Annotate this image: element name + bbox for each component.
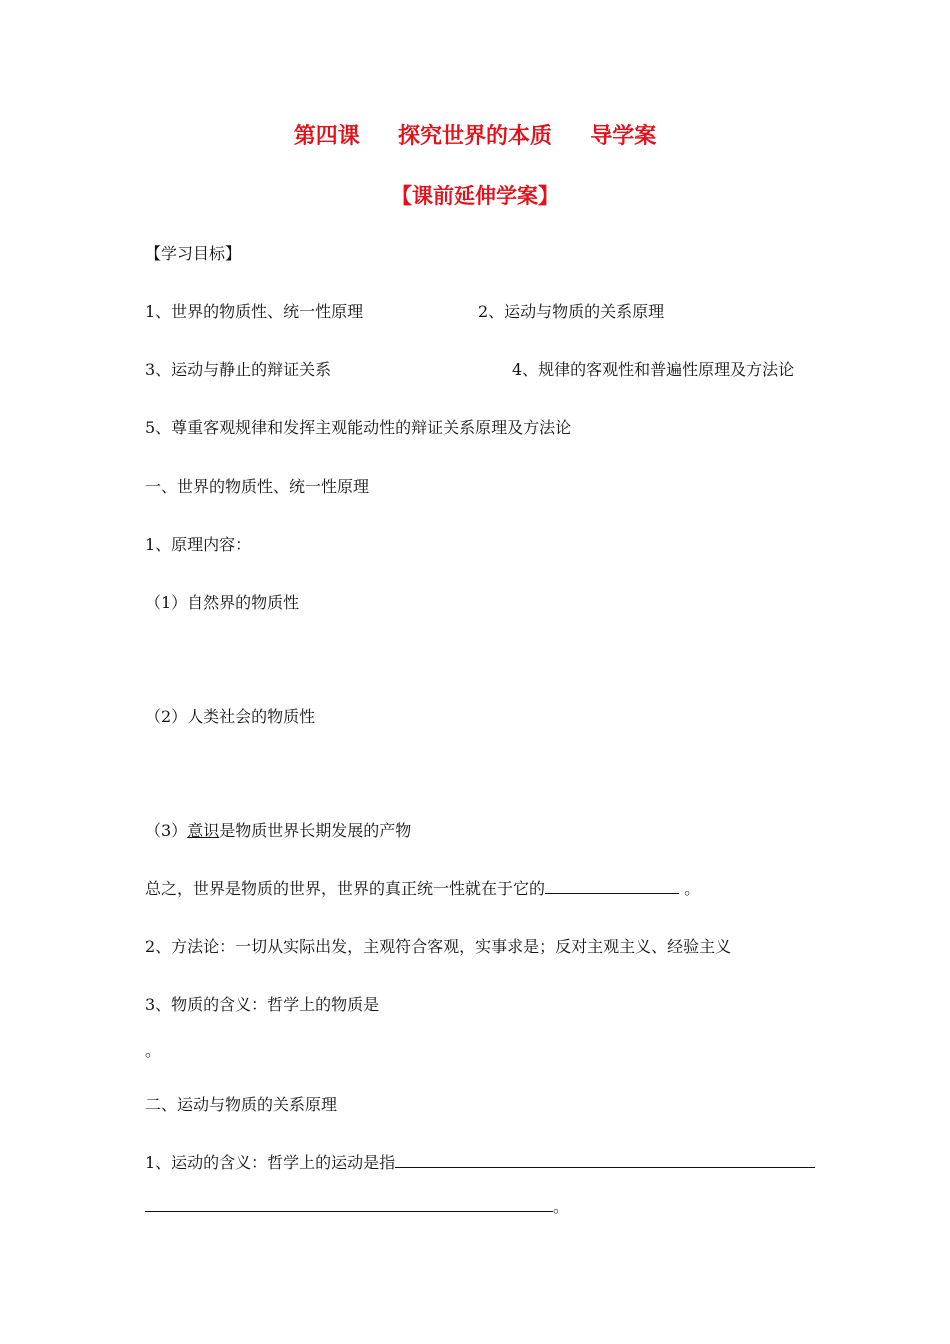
society-materiality-item: （2）人类社会的物质性 [145,707,316,726]
summary-text: 总之，世界是物质的世界，世界的真正统一性就在于它的 [145,879,546,898]
summary-blank[interactable] [545,877,679,894]
page-title: 第四课 探究世界的本质 导学案 [293,123,657,149]
motion-definition-blank-1[interactable] [395,1151,815,1168]
motion-definition-line [145,1151,815,1175]
nature-materiality-item: （1）自然界的物质性 [145,593,300,612]
goal-item-4: 4、规律的客观性和普遍性原理及方法论 [512,360,795,379]
matter-definition-line: 3、物质的含义：哲学上的物质是 [145,995,380,1014]
goal-item-1: 1、世界的物质性、统一性原理 [145,302,364,321]
summary-line [145,877,700,901]
motion-definition-continuation [145,1195,569,1219]
goal-item-3: 3、运动与静止的辩证关系 [145,360,332,379]
consciousness-item-prefix: （3） [145,821,188,840]
page-subtitle: 【课前延伸学案】 [391,183,559,208]
motion-definition-text: 1、运动的含义：哲学上的运动是指 [145,1153,396,1172]
goal-item-5: 5、尊重客观规律和发挥主观能动性的辩证关系原理及方法论 [145,418,572,437]
summary-end: 。 [679,879,701,898]
motion-definition-blank-2[interactable] [145,1195,553,1212]
motion-definition-end: 。 [553,1197,570,1216]
goals-heading: 【学习目标】 [145,244,242,263]
section1-heading: 一、世界的物质性、统一性原理 [145,477,370,496]
goal-item-2: 2、运动与物质的关系原理 [478,302,665,321]
section2-heading: 二、运动与物质的关系原理 [145,1095,338,1114]
methodology-line: 2、方法论：一切从实际出发，主观符合客观，实事求是；反对主观主义、经验主义 [145,937,732,956]
consciousness-item-rest: 是物质世界长期发展的产物 [219,821,412,840]
consciousness-keyword: 意识 [187,821,220,840]
principle-content-label: 1、原理内容： [145,535,252,554]
consciousness-item [145,819,411,843]
matter-definition-end: 。 [145,1041,162,1060]
